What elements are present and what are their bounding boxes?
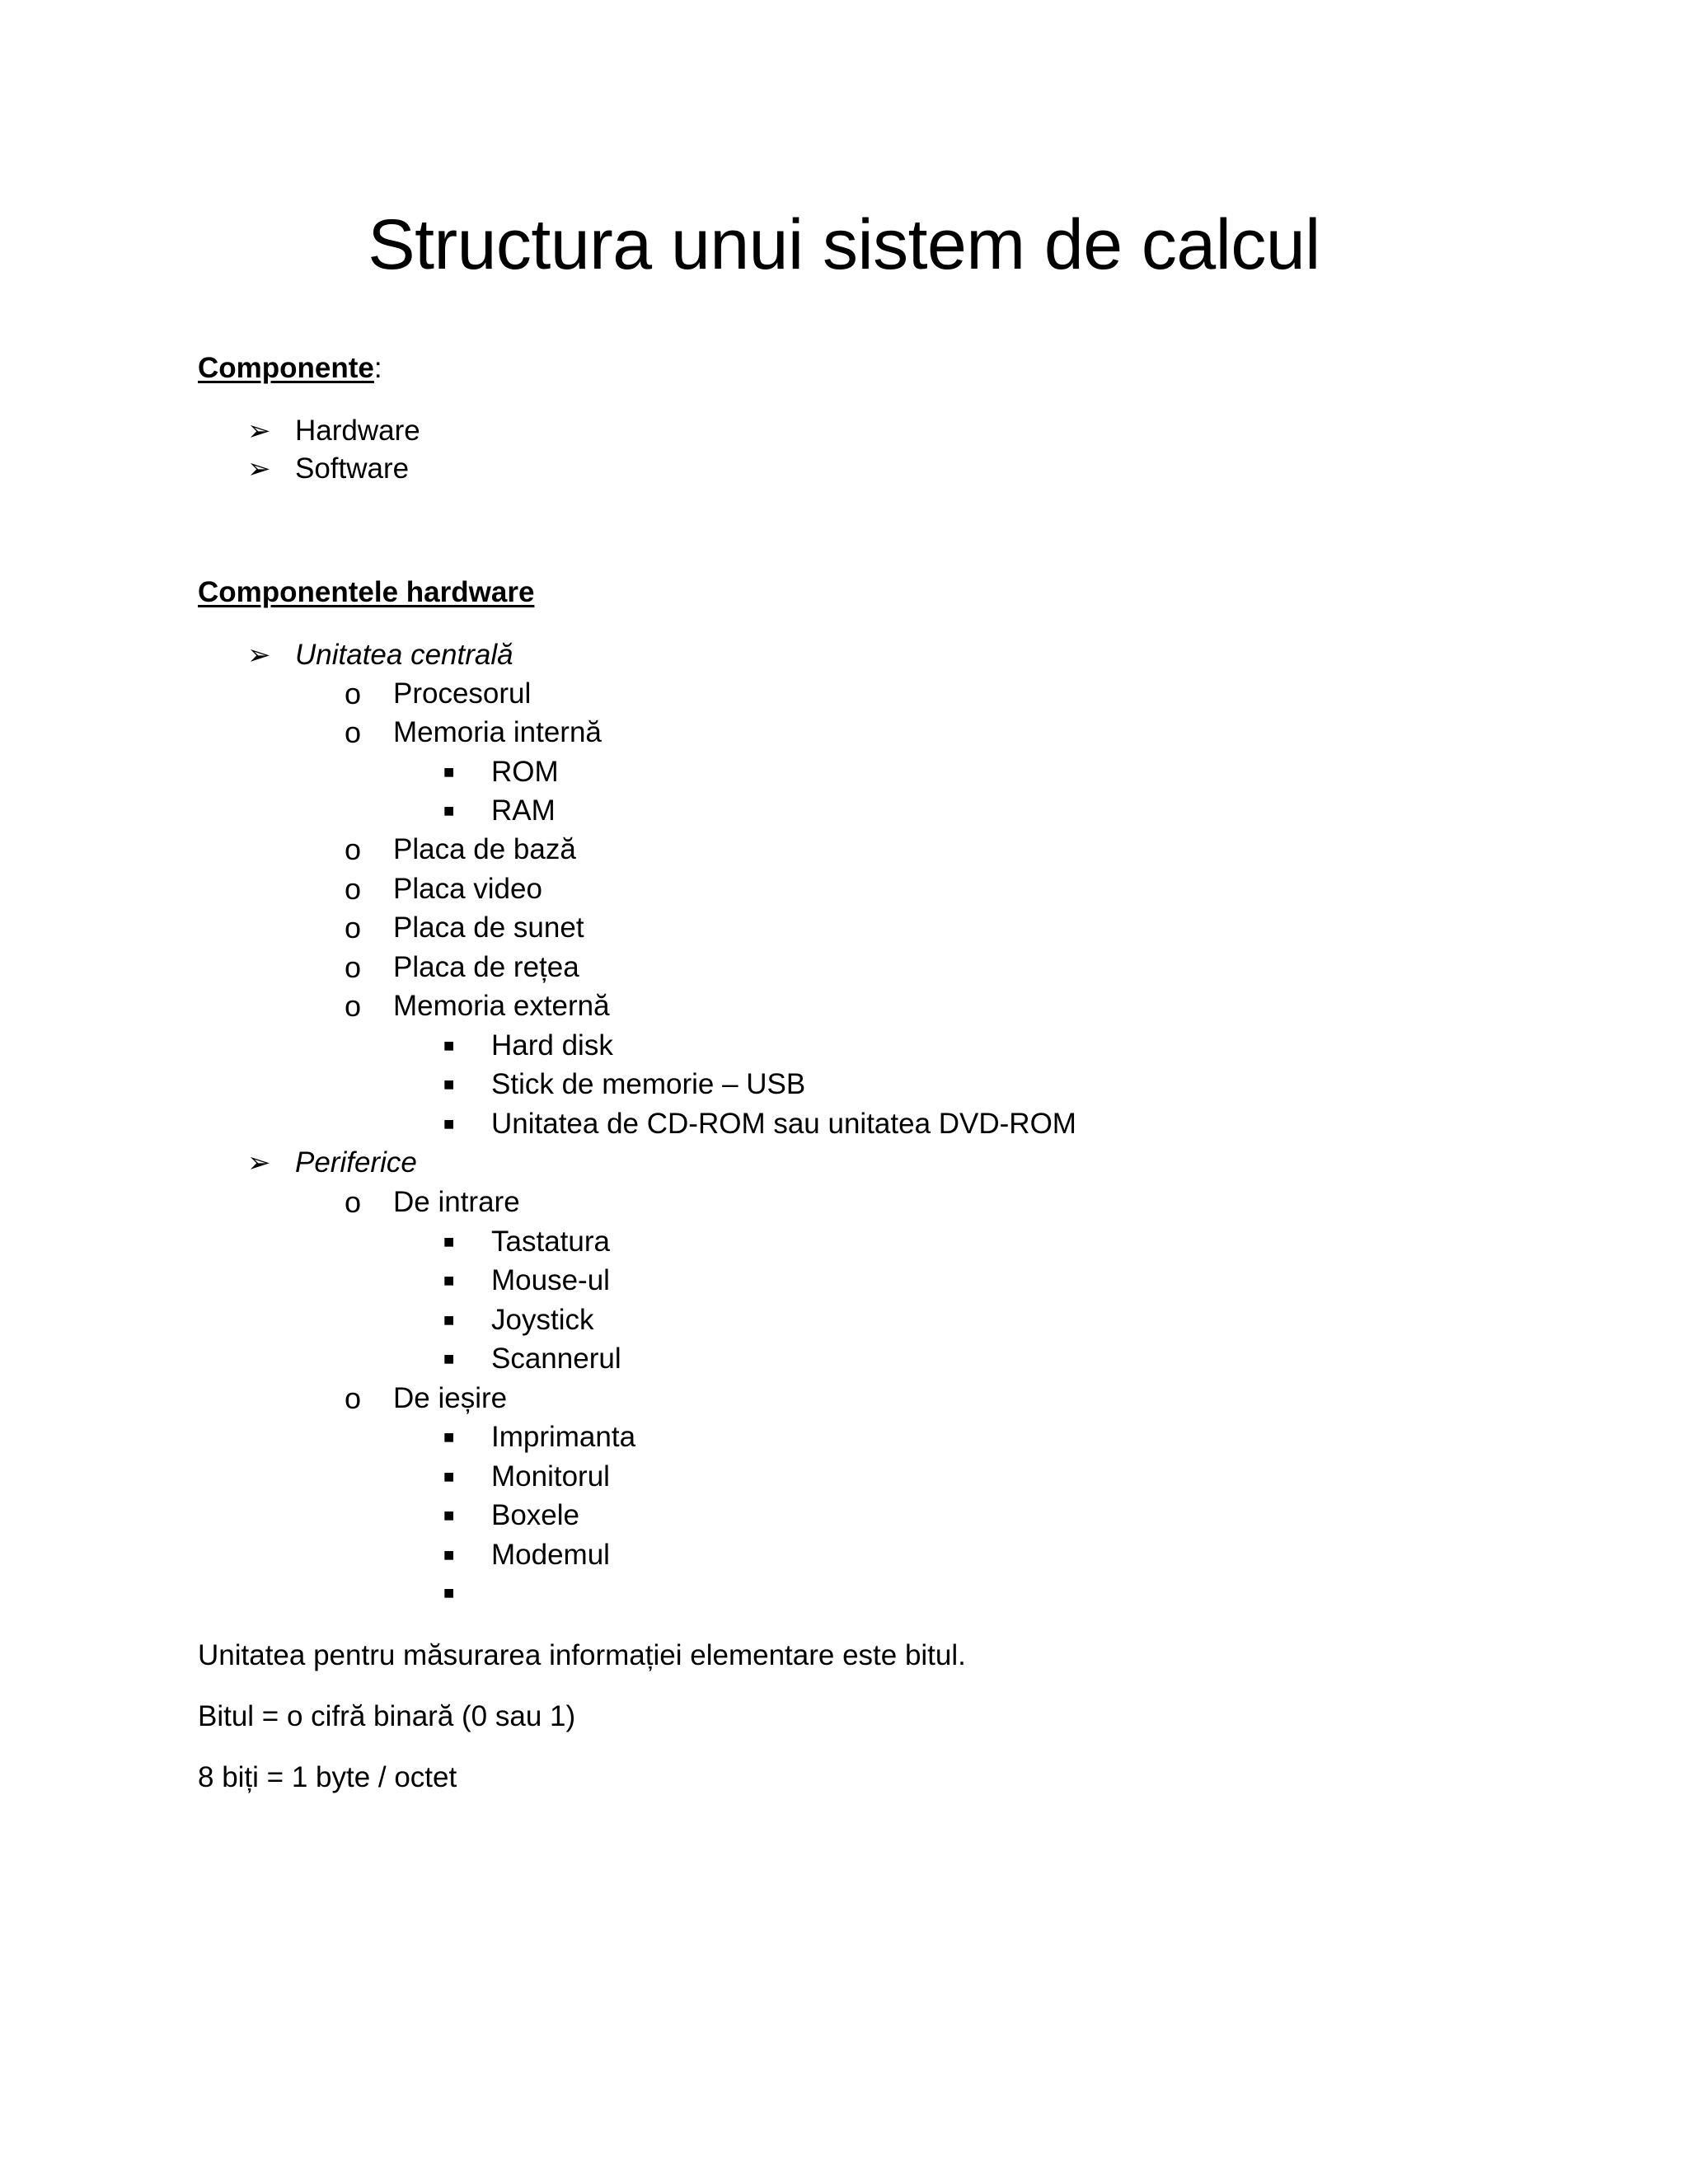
section-heading-componentele-hardware bbox=[198, 574, 534, 612]
list-item: Placa video bbox=[393, 873, 542, 905]
square-bullet-icon: ■ bbox=[443, 1466, 455, 1487]
paragraph: Unitatea pentru măsurarea informației elementare este bitul. bbox=[198, 1639, 966, 1671]
page-title: Structura unui sistem de calcul bbox=[368, 205, 1320, 284]
circle-bullet-icon: o bbox=[345, 911, 362, 944]
paragraph: 8 biți = 1 byte / octet bbox=[198, 1761, 457, 1793]
heading-text: Componente bbox=[198, 352, 374, 384]
square-bullet-icon: ■ bbox=[443, 1505, 455, 1526]
arrow-bullet-icon: ➢ bbox=[247, 415, 271, 447]
circle-bullet-icon: o bbox=[345, 989, 362, 1023]
list-item: Monitorul bbox=[491, 1460, 610, 1493]
square-bullet-icon: ■ bbox=[443, 1231, 455, 1252]
list-item: Scannerul bbox=[491, 1343, 621, 1375]
square-bullet-icon: ■ bbox=[443, 1544, 455, 1565]
circle-bullet-icon: o bbox=[345, 832, 362, 866]
list-item: Joystick bbox=[491, 1304, 594, 1336]
section-heading-componente bbox=[198, 349, 382, 387]
list-item: Software bbox=[295, 452, 410, 485]
square-bullet-icon: ■ bbox=[443, 1270, 455, 1291]
circle-bullet-icon: o bbox=[345, 1185, 362, 1219]
square-bullet-icon: ■ bbox=[443, 762, 455, 782]
list-item: Unitatea de CD-ROM sau unitatea DVD-ROM bbox=[491, 1108, 1076, 1140]
list-item: Placa de sunet bbox=[393, 912, 584, 944]
list-item: Modemul bbox=[491, 1539, 610, 1571]
list-item: Placa de rețea bbox=[393, 951, 579, 983]
list-item: Stick de memorie – USB bbox=[491, 1068, 806, 1100]
list-item: Placa de bază bbox=[393, 833, 576, 865]
circle-bullet-icon: o bbox=[345, 715, 362, 749]
square-bullet-icon: ■ bbox=[443, 1035, 455, 1056]
list-item: RAM bbox=[491, 794, 556, 827]
list-item: Imprimanta bbox=[491, 1421, 636, 1453]
list-item: Memoria externă bbox=[393, 990, 610, 1022]
list-item: Memoria internă bbox=[393, 716, 602, 748]
circle-bullet-icon: o bbox=[345, 1381, 362, 1415]
square-bullet-icon: ■ bbox=[443, 1113, 455, 1134]
arrow-bullet-icon: ➢ bbox=[247, 1147, 271, 1179]
list-item: Mouse-ul bbox=[491, 1264, 610, 1296]
list-item: De ieșire bbox=[393, 1382, 508, 1414]
square-bullet-icon: ■ bbox=[443, 1427, 455, 1447]
list-item: Hard disk bbox=[491, 1029, 613, 1062]
square-bullet-icon: ■ bbox=[443, 1582, 455, 1603]
paragraph: Bitul = o cifră binară (0 sau 1) bbox=[198, 1700, 576, 1732]
circle-bullet-icon: o bbox=[345, 872, 362, 906]
list-item: Tastatura bbox=[491, 1226, 610, 1258]
list-item: Boxele bbox=[491, 1499, 580, 1531]
list-item: Procesorul bbox=[393, 677, 532, 710]
group-label: Periferice bbox=[295, 1146, 417, 1179]
circle-bullet-icon: o bbox=[345, 950, 362, 984]
heading-text: Componentele hardware bbox=[198, 576, 535, 608]
list-item: De intrare bbox=[393, 1186, 520, 1218]
list-item: ROM bbox=[491, 756, 559, 788]
square-bullet-icon: ■ bbox=[443, 1310, 455, 1330]
square-bullet-icon: ■ bbox=[443, 800, 455, 821]
list-item: Hardware bbox=[295, 415, 420, 447]
arrow-bullet-icon: ➢ bbox=[247, 453, 271, 485]
square-bullet-icon: ■ bbox=[443, 1074, 455, 1094]
heading-colon: : bbox=[373, 352, 382, 384]
arrow-bullet-icon: ➢ bbox=[247, 640, 271, 671]
circle-bullet-icon: o bbox=[345, 677, 362, 710]
square-bullet-icon: ■ bbox=[443, 1348, 455, 1369]
group-label: Unitatea centrală bbox=[295, 639, 513, 671]
